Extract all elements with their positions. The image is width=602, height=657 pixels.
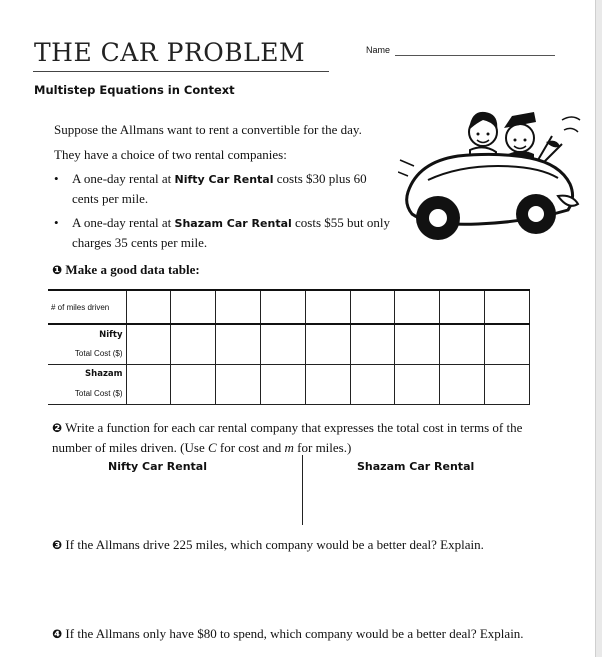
miles-cell[interactable] [126, 290, 171, 324]
table-row [48, 324, 530, 344]
nifty-cell[interactable] [440, 324, 485, 364]
shazam-total-label: Total Cost ($) [48, 384, 126, 404]
shazam-cell[interactable] [305, 364, 350, 404]
shazam-cell[interactable] [440, 364, 485, 404]
variable-c: C [207, 440, 217, 455]
shazam-cell[interactable] [260, 364, 305, 404]
question-4 [52, 626, 524, 642]
miles-cell[interactable] [350, 290, 395, 324]
miles-cell[interactable] [260, 290, 305, 324]
rental-options-list [54, 169, 394, 257]
bullet-text-pre: A one-day rental at [72, 215, 175, 230]
question-number: ❷ [52, 421, 63, 435]
convertible-car-illustration [398, 100, 583, 250]
question-number: ❶ [52, 263, 63, 277]
title-underline [33, 71, 329, 72]
nifty-cell[interactable] [171, 324, 216, 364]
miles-cell[interactable] [216, 290, 261, 324]
page-title: THE CAR PROBLEM [34, 38, 306, 67]
nifty-row-label: Nifty [99, 329, 123, 340]
company-name: Nifty Car Rental [174, 173, 274, 186]
miles-cell[interactable] [171, 290, 216, 324]
list-item [54, 169, 394, 208]
function-divider [302, 455, 303, 525]
list-item [54, 213, 394, 252]
subtitle: Multistep Equations in Context [34, 83, 235, 97]
shazam-cell[interactable] [350, 364, 395, 404]
miles-header: # of miles driven [48, 290, 126, 324]
shazam-cell[interactable] [485, 364, 530, 404]
intro-line-1: Suppose the Allmans want to rent a convertible for the day. [54, 122, 362, 137]
shazam-cell[interactable] [216, 364, 261, 404]
data-table [48, 289, 530, 405]
question-text: If the Allmans drive 225 miles, which company would be a better deal? Explain. [62, 537, 484, 552]
nifty-cell[interactable] [485, 324, 530, 364]
nifty-cell[interactable] [350, 324, 395, 364]
nifty-cell[interactable] [395, 324, 440, 364]
nifty-function-heading: Nifty Car Rental [108, 460, 207, 473]
shazam-cell[interactable] [171, 364, 216, 404]
miles-cell[interactable] [440, 290, 485, 324]
question-number: ❸ [52, 538, 63, 552]
question-text: Make a good data table: [62, 262, 200, 277]
table-row [48, 290, 530, 324]
question-text: If the Allmans only have $80 to spend, which company would be a better deal? Explain. [62, 626, 524, 641]
shazam-cell[interactable] [126, 364, 171, 404]
name-blank-line [395, 55, 555, 56]
question-1 [52, 262, 200, 278]
miles-cell[interactable] [485, 290, 530, 324]
question-3 [52, 537, 484, 553]
nifty-cell[interactable] [216, 324, 261, 364]
nifty-cell[interactable] [305, 324, 350, 364]
table-row [48, 364, 530, 384]
nifty-total-label: Total Cost ($) [48, 344, 126, 364]
miles-cell[interactable] [305, 290, 350, 324]
bullet-text-post: costs $30 plus 60 cents per mile. [72, 171, 367, 206]
variable-m: m [284, 440, 294, 455]
nifty-cell[interactable] [260, 324, 305, 364]
company-name: Shazam Car Rental [174, 217, 292, 230]
shazam-function-heading: Shazam Car Rental [357, 460, 475, 473]
question-number: ❹ [52, 627, 63, 641]
miles-cell[interactable] [395, 290, 440, 324]
nifty-cell[interactable] [126, 324, 171, 364]
shazam-cell[interactable] [395, 364, 440, 404]
shazam-row-label: Shazam [85, 369, 123, 380]
name-label: Name [366, 45, 391, 55]
question-2: ❷ Write a function for each car rental company that expresses the total cost in terms of the number of miles driven. (Use C for cost and m for miles.) [52, 420, 523, 455]
bullet-text-post: costs $55 but only charges 35 cents per mile. [72, 215, 391, 250]
intro-line-2: They have a choice of two rental companies: [54, 147, 287, 162]
bullet-text-pre: A one-day rental at [72, 171, 175, 186]
